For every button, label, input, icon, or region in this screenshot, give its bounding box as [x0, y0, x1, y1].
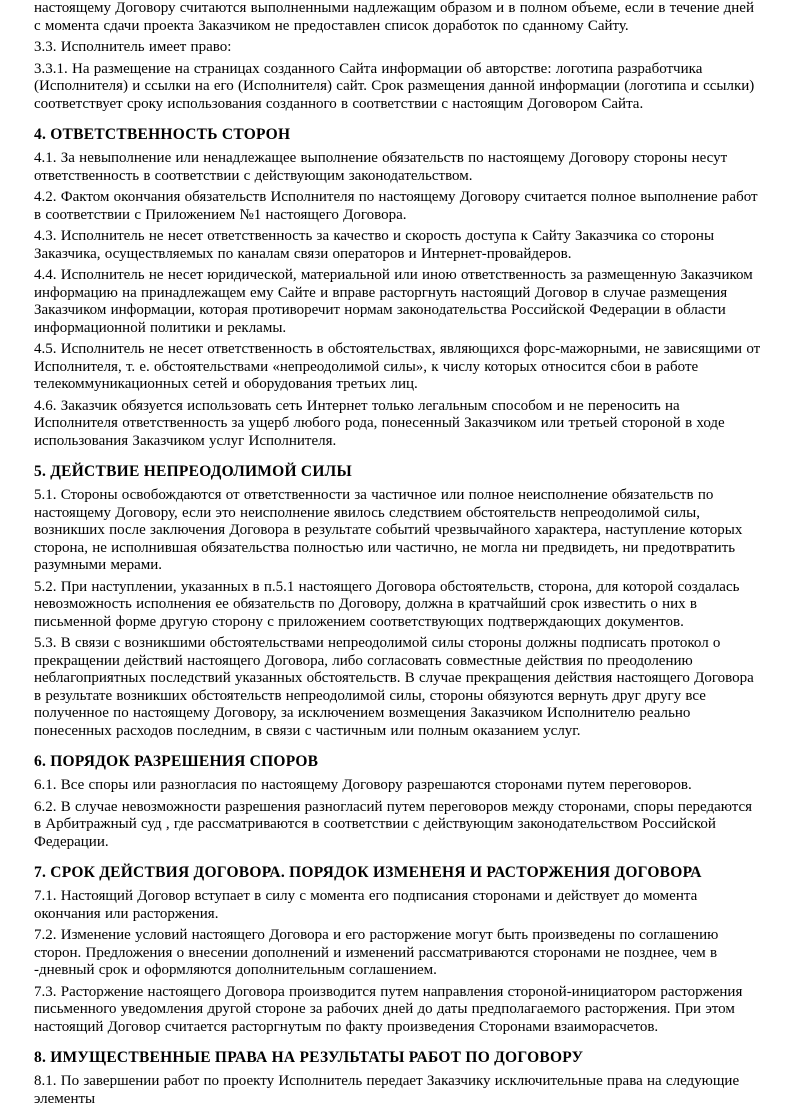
clause-4-1: 4.1. За невыполнение или ненадлежащее выполнение обязательств по настоящему Договору стороны несут ответственность в соответствии с действующим законодательством. [34, 150, 728, 184]
clause-4-3: 4.3. Исполнитель не несет ответственность за качество и скорость доступа к Сайту Заказчика со стороны Заказчика, осуществляемых по каналам связи операторов и Интернет-провайдеров. [34, 228, 715, 262]
clause-7-1: 7.1. Настоящий Договор вступает в силу с момента его подписания сторонами и действует до момента окончания или расторжения. [34, 888, 698, 922]
section-heading-responsibility: 4. ОТВЕТСТВЕННОСТЬ СТОРОН [34, 126, 291, 143]
clause-6-1: 6.1. Все споры или разногласия по настоящему Договору разрешаются сторонами путем переговоров. [34, 777, 692, 793]
clause-3-3: 3.3. Исполнитель имеет право: [34, 39, 232, 55]
clause-3-3-1: 3.3.1. На размещение на страницах созданного Сайта информации об авторстве: логотипа разработчика (Исполнителя) и ссылки на его (Исполнителя) сайт. Срок размещения данной информации (логотипа и ссылки) соответствует сроку использования созданного в соответствии с настоящим Договором Сайта. [34, 60, 755, 112]
section-heading-dispute-resolution: 6. ПОРЯДОК РАЗРЕШЕНИЯ СПОРОВ [34, 753, 319, 770]
clause-5-3: 5.3. В связи с возникшими обстоятельствами непреодолимой силы стороны должны подписать протокол о прекращении действий настоящего Договора, либо согласовать совместные действия по преодолению неблагоприятных последствий указанных обстоятельств. В случае прекращения действия настоящего Договора в результате возникших обстоятельств непреодолимой силы, стороны обязуются вернуть друг другу все полученное по настоящему Договору, за исключением возмещения Заказчиком Исполнителю реально понесенных расходов последним, в связи с частичным или полным оказанием услуг. [34, 635, 754, 739]
clause-4-6: 4.6. Заказчик обязуется использовать сеть Интернет только легальным способом и не переносить на Исполнителя ответственность за ущерб любого рода, понесенный Заказчиком или третьей стороной в ходе использования Заказчиком услуг Исполнителя. [34, 397, 725, 449]
section-heading-force-majeure: 5. ДЕЙСТВИЕ НЕПРЕОДОЛИМОЙ СИЛЫ [34, 463, 352, 480]
clause-7-2: 7.2. Изменение условий настоящего Договора и его расторжение могут быть произведены по соглашению сторон. Предложения о внесении дополнений и изменений рассматриваются сторонами не позднее, чем в -дневный срок и оформляются дополнительным соглашением. [34, 927, 719, 978]
clause-4-5: 4.5. Исполнитель не несет ответственность в обстоятельствах, являющихся форс-мажорными, не зависящими от Исполнителя, т. е. обстоятельствами «непреодолимой силы», к числу которых относится сбои в работе телекоммуникационных сетей и оборудования третьих лиц. [34, 341, 761, 392]
clause-3-2-continuation: настоящему Договору считаются выполненными надлежащим образом и в полном объеме, если в течение дней с момента сдачи проекта Заказчиком не предоставлен список доработок по сданному Сайту. [34, 0, 754, 34]
clause-4-2: 4.2. Фактом окончания обязательств Исполнителя по настоящему Договору считается полное выполнение работ в соответствии с Приложением №1 настоящего Договора. [34, 189, 758, 223]
clause-6-2: 6.2. В случае невозможности разрешения разногласий путем переговоров между сторонами, споры передаются в Арбитражный суд , где рассматриваются в соответствии с действующим законодательством Российской Федерации. [34, 798, 753, 850]
clause-7-3: 7.3. Расторжение настоящего Договора производится путем направления стороной-инициатором расторжения письменного уведомления другой стороне за рабочих дней до даты предполагаемого расторжения. При этом настоящий Договор считается расторгнутым по факту произведения Сторонами взаиморасчетов. [34, 983, 743, 1035]
clause-5-2: 5.2. При наступлении, указанных в п.5.1 настоящего Договора обстоятельств, сторона, для которой создалась невозможность исполнения ее обязательств по Договору, должна в кратчайший срок известить о них в письменной форме другую сторону с приложением соответствующих подтверждающих документов. [34, 578, 740, 630]
clause-4-4: 4.4. Исполнитель не несет юридической, материальной или иною ответственность за размещенную Заказчиком информацию на принадлежащем ему Сайте и вправе расторгнуть настоящий Договор в случае размещения Заказчиком информации, которая противоречит нормам законодательства Российской Федерации в области информационной политики и рекламы. [34, 267, 753, 336]
clause-5-1: 5.1. Стороны освобождаются от ответственности за частичное или полное неисполнение обязательств по настоящему Договору, если это неисполнение явилось следствием обстоятельств непреодолимой силы, возникших после заключения Договора в результате событий чрезвычайного характера, наступление которых сторона, не исполнившая обязательства полностью или частично, не могла ни предвидеть, ни предотвратить разумными мерами. [34, 487, 743, 573]
section-heading-term-and-termination: 7. СРОК ДЕЙСТВИЯ ДОГОВОРА. ПОРЯДОК ИЗМЕНЕНЯ И РАСТОРЖЕНИЯ ДОГОВОРА [34, 864, 702, 881]
clause-8-1: 8.1. По завершении работ по проекту Исполнитель передает Заказчику исключительные права на следующие элементы [34, 1073, 740, 1107]
contract-text-body [34, 0, 761, 1108]
section-heading-property-rights: 8. ИМУЩЕСТВЕННЫЕ ПРАВА НА РЕЗУЛЬТАТЫ РАБОТ ПО ДОГОВОРУ [34, 1049, 584, 1066]
